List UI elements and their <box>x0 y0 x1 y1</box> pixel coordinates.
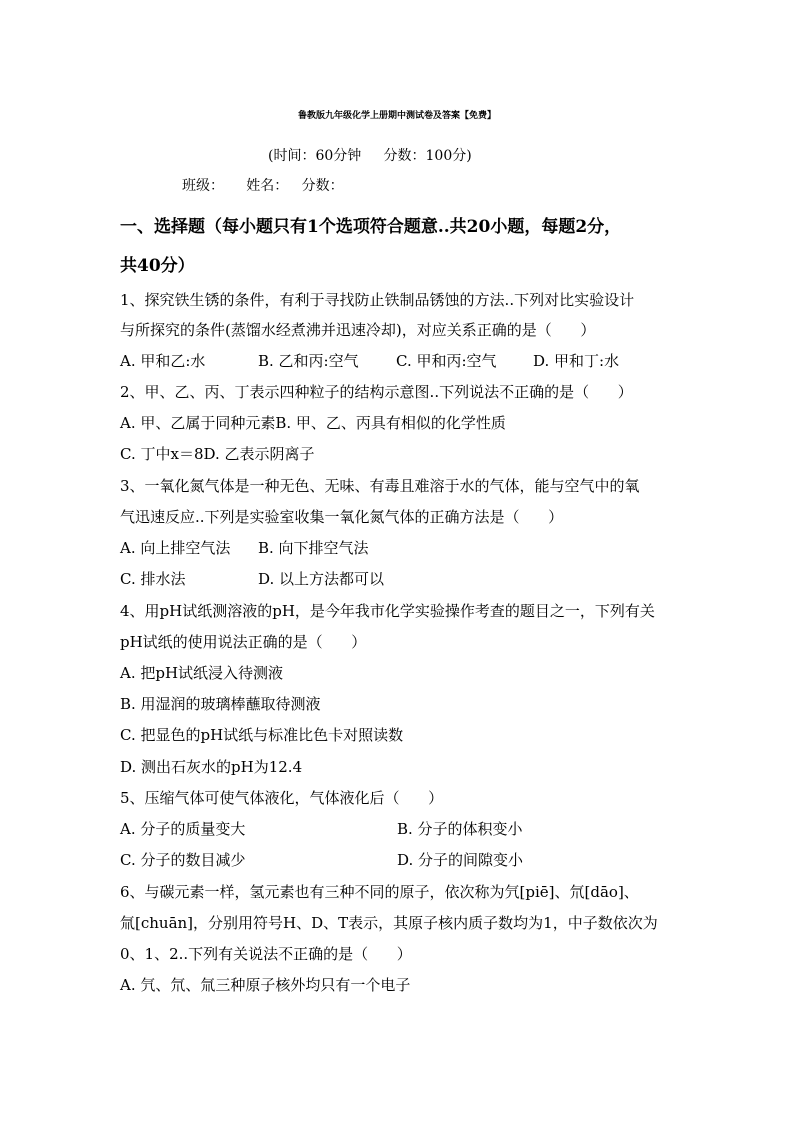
q3-option-d: D. 以上方法都可以 <box>258 570 385 588</box>
q1-option-b: B. 乙和丙:空气 <box>258 352 359 370</box>
q3-option-b: B. 向下排空气法 <box>258 539 369 557</box>
section-heading-line1: 一、选择题（每小题只有1个选项符合题意..共20小题，每题2分， <box>120 217 622 237</box>
q4-option-b: B. 用湿润的玻璃棒蘸取待测液 <box>120 695 321 713</box>
q5-option-b: B. 分子的体积变小 <box>397 820 523 838</box>
q5-line1: 5、压缩气体可使气体液化，气体液化后（ ） <box>120 789 444 807</box>
q5-option-a: A. 分子的质量变大 <box>120 820 246 838</box>
q2-line1: 2、甲、乙、丙、丁表示四种粒子的结构示意图..下列说法不正确的是（ ） <box>120 383 633 401</box>
q4-option-a: A. 把pH试纸浸入待测液 <box>120 664 284 682</box>
q2-line2: A. 甲、乙属于同种元素B. 甲、乙、丙具有相似的化学性质 <box>120 414 506 432</box>
q4-line2: pH试纸的使用说法正确的是（ ） <box>120 633 367 651</box>
q1-option-c: C. 甲和丙:空气 <box>396 352 497 370</box>
q3-option-a: A. 向上排空气法 <box>120 539 231 557</box>
q3-line1: 3、一氧化氮气体是一种无色、无味、有毒且难溶于水的气体，能与空气中的氧 <box>120 477 640 495</box>
q3-option-c: C. 排水法 <box>120 570 186 588</box>
q3-line2: 气迅速反应..下列是实验室收集一氧化氮气体的正确方法是（ ） <box>120 508 564 526</box>
q6-line2: 氚[chuān]，分别用符号H、D、T表示，其原子核内质子数均为1，中子数依次为 <box>120 914 658 932</box>
page-title: 鲁教版九年级化学上册期中测试卷及答案【免费】 <box>297 111 496 121</box>
q6-option-a: A. 氕、氘、氚三种原子核外均只有一个电子 <box>120 976 411 994</box>
q1-option-a: A. 甲和乙:水 <box>120 352 206 370</box>
q4-line1: 4、用pH试纸测溶液的pH，是今年我市化学实验操作考查的题目之一，下列有关 <box>120 602 655 620</box>
section-heading-line2: 共40分） <box>120 256 195 276</box>
student-info-line: 班级： 姓名： 分数： <box>182 178 344 194</box>
q6-line1: 6、与碳元素一样，氢元素也有三种不同的原子，依次称为氕[piē]、氘[dāo]、 <box>120 883 639 901</box>
q4-option-d: D. 测出石灰水的pH为12.4 <box>120 758 303 776</box>
q5-option-c: C. 分子的数目减少 <box>120 851 246 869</box>
q1-option-d: D. 甲和丁:水 <box>533 352 620 370</box>
q6-line3: 0、1、2..下列有关说法不正确的是（ ） <box>120 945 412 963</box>
q1-line2: 与所探究的条件(蒸馏水经煮沸并迅速冷却)，对应关系正确的是（ ） <box>120 321 596 339</box>
q5-option-d: D. 分子的间隙变小 <box>397 851 524 869</box>
q2-line3: C. 丁中x＝8D. 乙表示阴离子 <box>120 445 315 463</box>
q1-line1: 1、探究铁生锈的条件，有利于寻找防止铁制品锈蚀的方法..下列对比实验设计 <box>120 291 635 309</box>
time-score-line: (时间：60分钟 分数：100分) <box>268 148 472 164</box>
q4-option-c: C. 把显色的pH试纸与标准比色卡对照读数 <box>120 726 404 744</box>
